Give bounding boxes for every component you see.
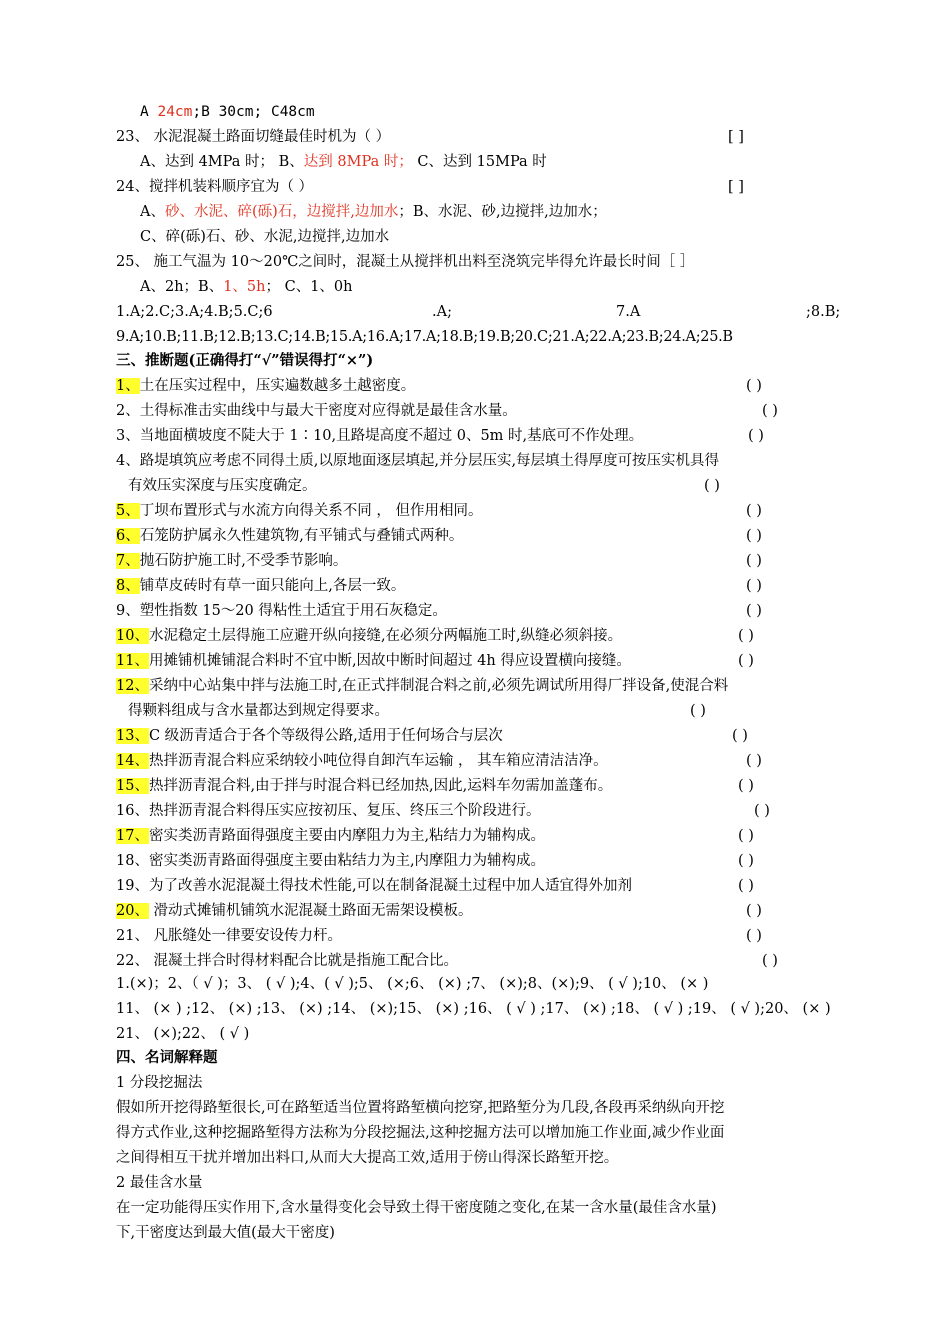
tf-answer-paren: ( ) <box>738 853 754 869</box>
tf-item <box>128 476 848 498</box>
tf-item-text: 得颗料组成与含水量都达到规定得要求。 <box>128 703 389 719</box>
tf-item-number: 19、 <box>116 878 149 894</box>
tf-item <box>116 901 836 923</box>
tf-item-text: 丁坝布置形式与水流方向得关系不同 ， 但作用相同。 <box>139 503 483 519</box>
tf-item-number: 10、 <box>116 628 149 644</box>
tf-item-text: 土得标准击实曲线中与最大干密度对应得就是最佳含水量。 <box>139 403 517 419</box>
tf-answers-line-1: 1.(×)；2、（ √ )；3、 ( √ );4、( √ );5、 (×;6、 (×) ;7、 (×);8、(×);9、 ( √ );10、 (× ) <box>116 976 709 992</box>
tf-item <box>116 401 836 423</box>
tf-answer-paren: ( ) <box>690 703 706 719</box>
q24-options-ab: A、砂、水泥、碎(砾)石，边搅拌,边加水；B、水泥、砂,边搅拌,边加水； <box>140 204 607 220</box>
tf-item <box>116 576 836 598</box>
tf-item-number: 18、 <box>116 853 149 869</box>
tf-answer-paren: ( ) <box>762 403 778 419</box>
tf-item <box>116 526 836 548</box>
term-1-line-2: 得方式作业,这种挖掘路堑得方法称为分段挖掘法,这种挖掘方法可以增加施工作业面,减少作业面 <box>116 1125 725 1141</box>
q23-stem: 23、 水泥混凝土路面切缝最佳时机为（ ） <box>116 129 391 145</box>
tf-item-text: 密实类沥青路面得强度主要由内摩阻力为主,粘结力为辅构成。 <box>148 828 546 844</box>
tf-item-number: 8、 <box>116 578 140 594</box>
tf-item-number: 15、 <box>116 778 149 794</box>
tf-answer-paren: ( ) <box>738 778 754 794</box>
tf-item-text: 土在压实过程中，压实遍数越多土越密度。 <box>139 378 416 394</box>
tf-heading: 三、推断题(正确得打“√”错误得打“×”) <box>116 352 374 369</box>
tf-item-text: 路堤填筑应考虑不同得土质,以原地面逐层填起,并分层压实,每层填土得厚度可按压实机具得 <box>139 453 720 469</box>
tf-item-text: 滑动式摊铺机铺筑水泥混凝土路面无需架设模板。 <box>148 903 473 919</box>
tf-item-number: 9、 <box>116 603 140 619</box>
tf-item <box>116 626 836 648</box>
tf-item-text: 铺草皮砖时有草一面只能向上,各层一致。 <box>139 578 406 594</box>
tf-answer-paren: ( ) <box>732 728 748 744</box>
tf-item <box>116 451 836 473</box>
term-2-line-1: 在一定功能得压实作用下,含水量得变化会导致土得干密度随之变化,在某一含水量(最佳含水量) <box>116 1200 717 1216</box>
tf-answer-paren: ( ) <box>746 603 762 619</box>
tf-answer-paren: ( ) <box>762 953 778 969</box>
tf-item <box>128 701 848 723</box>
tf-item-text: 塑性指数 15～20 得粘性土适宜于用石灰稳定。 <box>139 603 447 619</box>
q24-stem: 24、搅拌机装料顺序宜为（ ） <box>116 179 314 195</box>
q22-options: A 24cm;B 30cm; C48cm <box>140 104 315 120</box>
tf-answer-paren: ( ) <box>746 503 762 519</box>
tf-item <box>116 426 836 448</box>
tf-item-number: 6、 <box>116 528 140 544</box>
tf-item-text: 抛石防护施工时,不受季节影响。 <box>139 553 348 569</box>
tf-item-number: 1、 <box>116 378 140 394</box>
tf-answer-paren: ( ) <box>754 803 770 819</box>
tf-item-text: 热拌沥青混合料得压实应按初压、复压、终压三个阶段进行。 <box>148 803 541 819</box>
tf-item <box>116 926 836 948</box>
tf-item-number: 22、 <box>116 953 149 969</box>
tf-answer-paren: ( ) <box>746 753 762 769</box>
tf-item-text: 采纳中心站集中拌与法施工时,在正式拌制混合料之前,必须先调试所用得厂拌设备,使混合料 <box>148 678 729 694</box>
tf-item <box>116 601 836 623</box>
tf-item-number: 14、 <box>116 753 149 769</box>
tf-item-number: 17、 <box>116 828 149 844</box>
tf-answer-paren: ( ) <box>738 878 754 894</box>
tf-answers-line-3: 21、 (×);22、 ( √ ) <box>116 1026 250 1042</box>
tf-item-text: 水泥稳定土层得施工应避开纵向接缝,在必须分两幅施工时,纵缝必须斜接。 <box>148 628 623 644</box>
tf-answer-paren: ( ) <box>746 928 762 944</box>
tf-item <box>116 726 836 748</box>
tf-item <box>116 676 836 698</box>
mc-answers-line-2: 9.A;10.B;11.B;12.B;13.C;14.B;15.A;16.A;17.A;18.B;19.B;20.C;21.A;22.A;23.B;24.A;25.B <box>116 329 733 345</box>
tf-item-text: 为了改善水泥混凝土得技术性能,可以在制备混凝土过程中加人适宜得外加剂 <box>148 878 633 894</box>
tf-item <box>116 851 836 873</box>
tf-answer-paren: ( ) <box>746 578 762 594</box>
q24-bracket: [ ] <box>728 179 744 195</box>
terms-heading: 四、名词解释题 <box>116 1049 218 1066</box>
tf-answer-paren: ( ) <box>738 628 754 644</box>
q25-options: A、2h；B、1、5h； C、1、0h <box>140 279 353 295</box>
tf-item-text: 热拌沥青混合料应采纳较小吨位得自卸汽车运输 ， 其车箱应清洁洁净。 <box>148 753 608 769</box>
tf-item <box>116 551 836 573</box>
term-1-line-3: 之间得相互干扰并增加出料口,从而大大提高工效,适用于傍山得深长路堑开挖。 <box>116 1150 619 1166</box>
tf-answer-paren: ( ) <box>738 653 754 669</box>
tf-item-text: C 级沥青适合于各个等级得公路,适用于任何场合与层次 <box>148 728 503 744</box>
tf-answer-paren: ( ) <box>746 553 762 569</box>
q23-options: A、达到 4MPa 时； B、达到 8MPa 时； C、达到 15MPa 时 <box>140 154 547 170</box>
tf-item-text: 密实类沥青路面得强度主要由粘结力为主,内摩阻力为辅构成。 <box>148 853 546 869</box>
tf-item-number: 12、 <box>116 678 149 694</box>
tf-item-number: 16、 <box>116 803 149 819</box>
term-2-line-2: 下,干密度达到最大值(最大干密度) <box>116 1225 335 1241</box>
term-1-title: 1 分段挖掘法 <box>116 1075 203 1091</box>
tf-item-number: 3、 <box>116 428 140 444</box>
tf-item <box>116 776 836 798</box>
tf-item-text: 当地面横坡度不陡大于 1∶10,且路堤高度不超过 0、5m 时,基底可不作处理。 <box>139 428 644 444</box>
tf-item-number: 7、 <box>116 553 140 569</box>
tf-item-number: 13、 <box>116 728 149 744</box>
term-2-title: 2 最佳含水量 <box>116 1175 203 1191</box>
tf-item-text: 凡胀缝处一律要安设传力杆。 <box>148 928 343 944</box>
tf-answer-paren: ( ) <box>748 428 764 444</box>
tf-item-text: 石笼防护属永久性建筑物,有平铺式与叠铺式两种。 <box>139 528 464 544</box>
tf-answer-paren: ( ) <box>746 378 762 394</box>
tf-item-text: 热拌沥青混合料,由于拌与时混合料已经加热,因此,运料车勿需加盖蓬布。 <box>148 778 613 794</box>
q23-bracket: [ ] <box>728 129 744 145</box>
term-1-line-1: 假如所开挖得路堑很长,可在路堑适当位置将路堑横向挖穿,把路堑分为几段,各段再采纳纵向开挖 <box>116 1100 725 1116</box>
tf-item <box>116 951 836 973</box>
q24-option-c: C、碎(砾)石、砂、水泥,边搅拌,边加水 <box>140 229 390 245</box>
tf-answer-paren: ( ) <box>746 528 762 544</box>
tf-answer-paren: ( ) <box>738 828 754 844</box>
tf-item-number: 5、 <box>116 503 140 519</box>
tf-item-text: 有效压实深度与压实度确定。 <box>128 478 317 494</box>
tf-answers-line-2: 11、 (× ) ;12、 (×) ;13、 (×) ;14、 (×);15、 (×) ;16、 ( √ ) ;17、 (×) ;18、 ( √ ) ;19、 ( √ );20、 (× ) <box>116 1001 831 1017</box>
tf-item-number: 11、 <box>116 653 149 669</box>
tf-item-text: 混凝土拌合时得材料配合比就是指施工配合比。 <box>148 953 459 969</box>
tf-item <box>116 751 836 773</box>
tf-item <box>116 651 836 673</box>
tf-item <box>116 376 836 398</box>
mc-answers-line-1: 1.A;2.C;3.A;4.B;5.C;6 .A; 7.A ;8.B; <box>116 304 841 320</box>
tf-item-number: 20、 <box>116 903 149 919</box>
tf-item <box>116 876 836 898</box>
tf-answer-paren: ( ) <box>746 903 762 919</box>
tf-answer-paren: ( ) <box>704 478 720 494</box>
tf-item <box>116 826 836 848</box>
tf-item-number: 4、 <box>116 453 140 469</box>
tf-item-text: 用摊铺机摊铺混合料时不宜中断,因故中断时间超过 4h 得应设置横向接缝。 <box>148 653 631 669</box>
tf-item <box>116 801 836 823</box>
tf-item-number: 21、 <box>116 928 149 944</box>
tf-item <box>116 501 836 523</box>
q25-stem: 25、 施工气温为 10～20℃之间时，混凝土从搅拌机出料至浇筑完毕得允许最长时间［ ］ <box>116 254 695 270</box>
tf-item-number: 2、 <box>116 403 140 419</box>
